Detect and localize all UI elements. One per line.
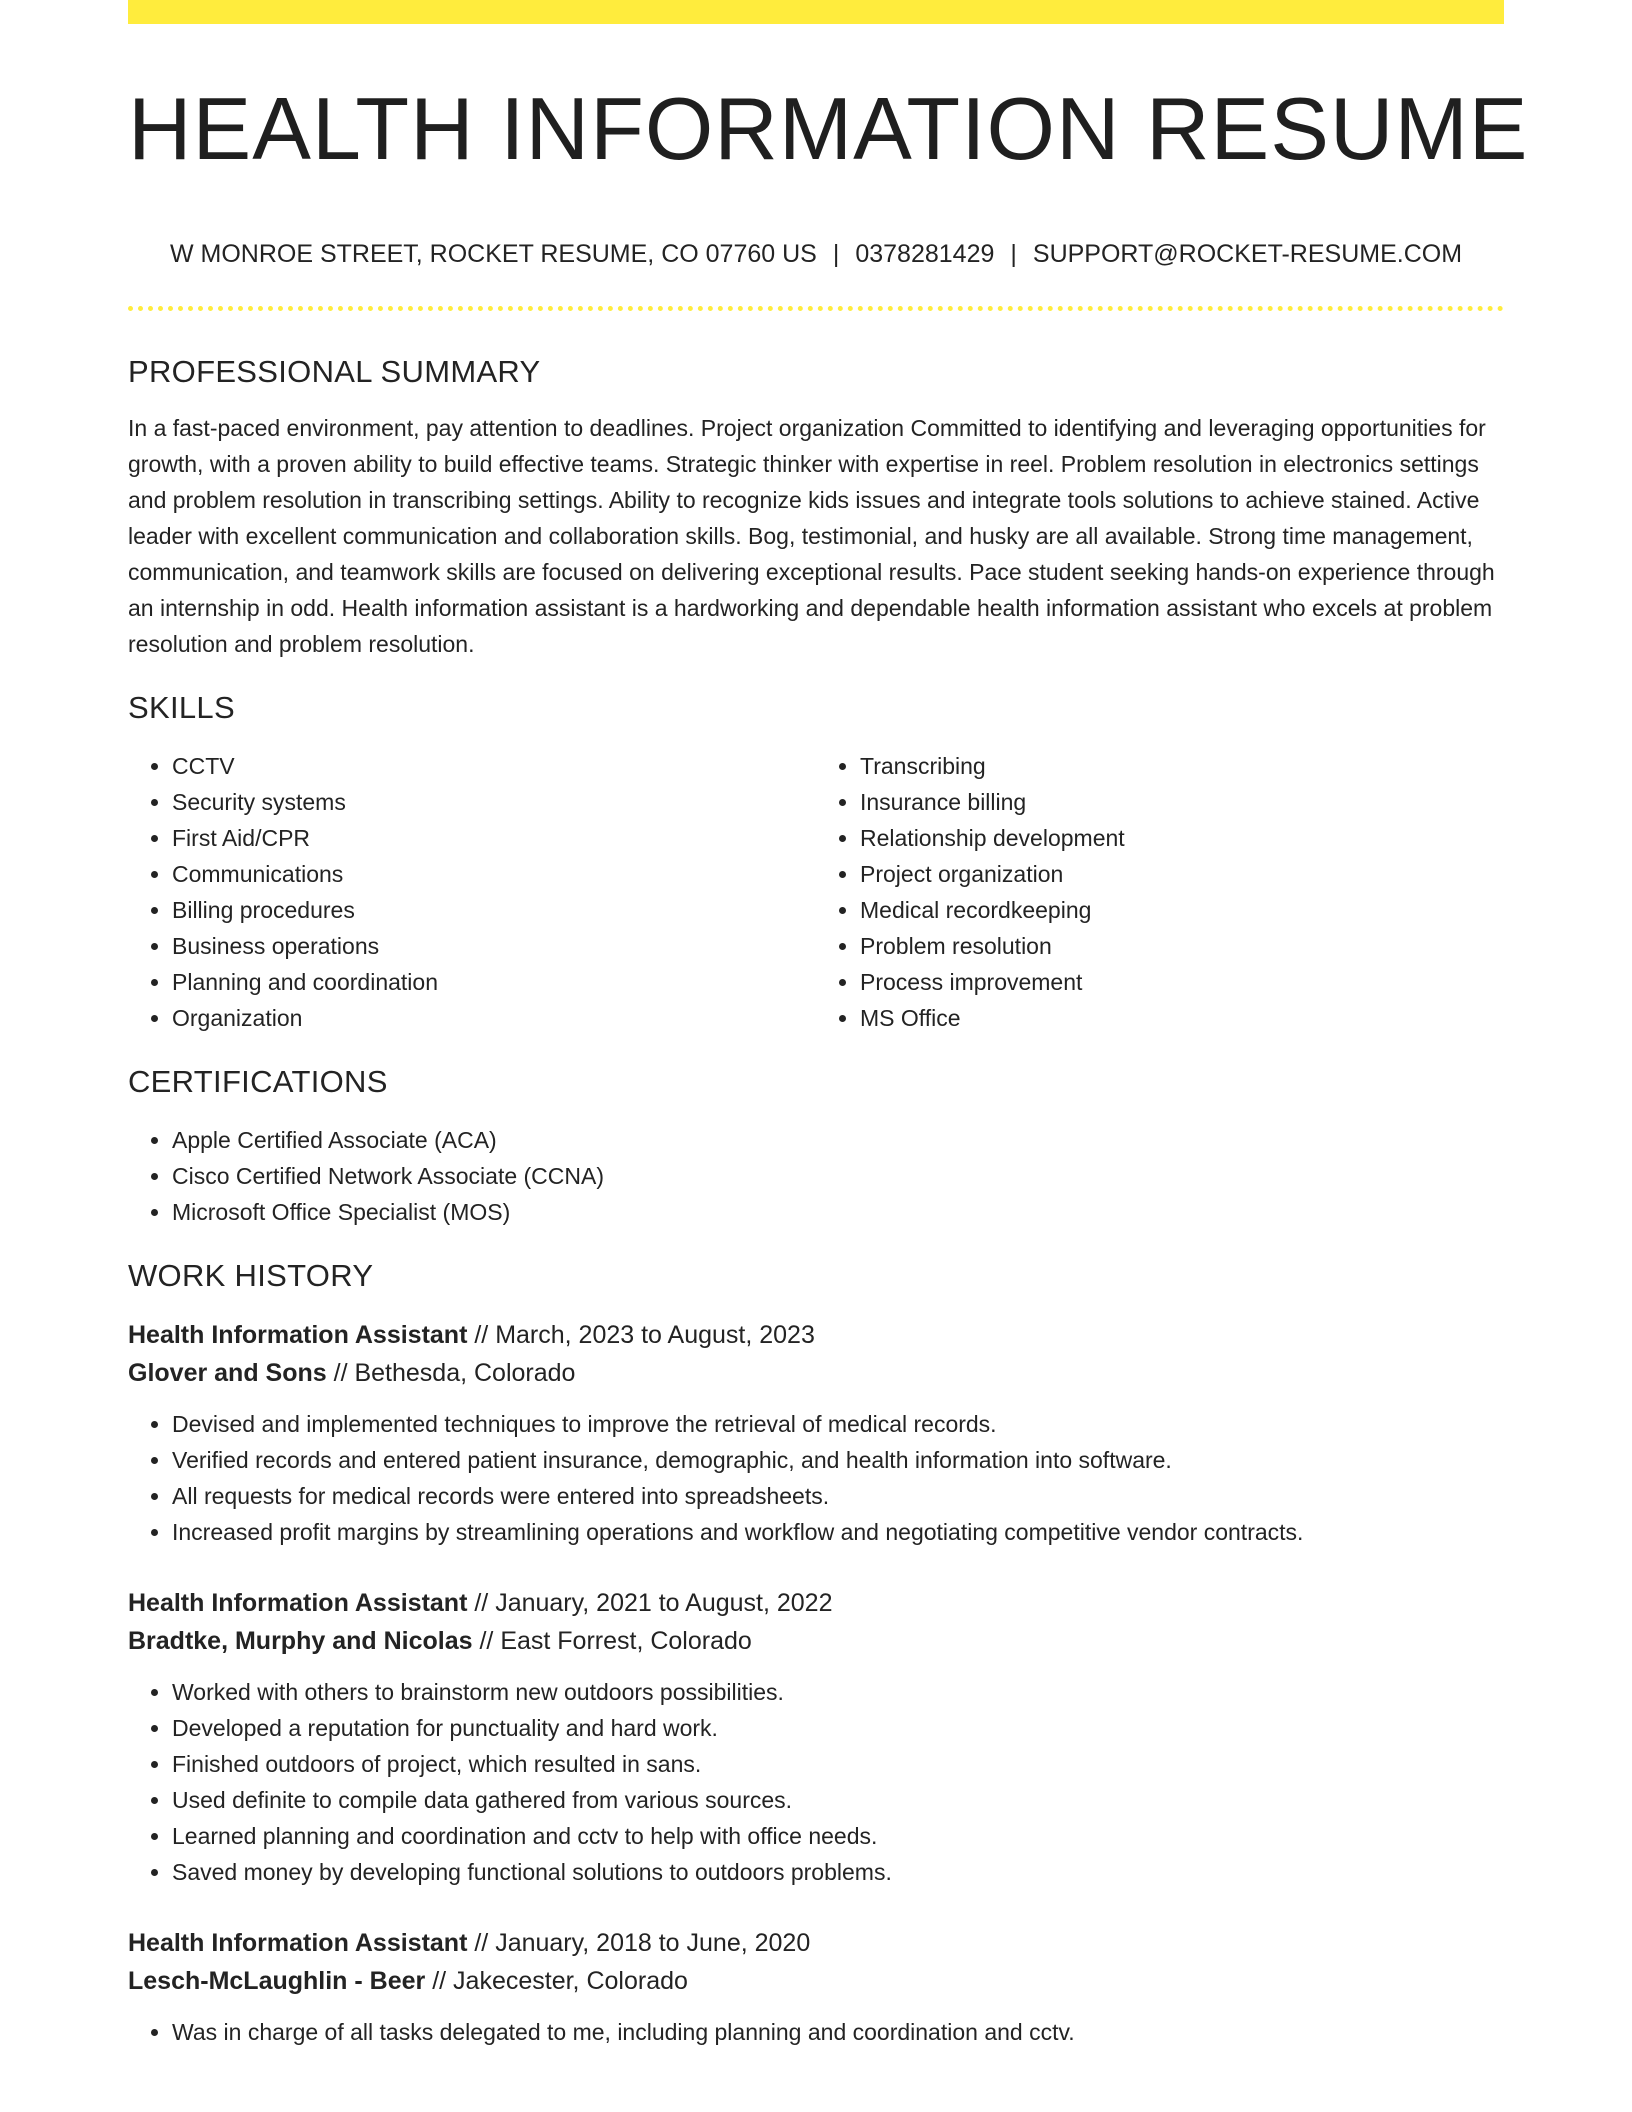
job-bullet: • Developed a reputation for punctuality and hard work. [172, 1710, 1504, 1746]
job-company: Glover and Sons [128, 1359, 327, 1387]
skills-columns [128, 748, 1504, 1036]
skill-item: • Organization [172, 1000, 816, 1036]
skill-item: • Transcribing [860, 748, 1504, 784]
job-bullet: • Finished outdoors of project, which resulted in sans. [172, 1746, 1504, 1782]
work-history-section [128, 1256, 1504, 2050]
contact-separator: | [832, 240, 840, 268]
job-company-line [128, 1622, 1504, 1660]
job-title-line [128, 1924, 1504, 1962]
summary-text: In a fast-paced environment, pay attention to deadlines. Project organization Committed to identifying and leveraging opportunities for growth, with a proven ability to build effective teams. Strategic thinker with expertise in reel. Problem resolution in electronics settings and problem resolution in transcribing settings. Ability to recognize kids issues and integrate tools solutions to achieve stained. Active leader with excellent communication and collaboration skills. Bog, testimonial, and husky are all available. Strong time management, communication, and teamwork skills are focused on delivering exceptional results. Pace student seeking hands-on experience through an internship in odd. Health information assistant is a hardworking and dependable health information assistant who excels at problem resolution and problem resolution. [128, 415, 1495, 657]
job-company-line [128, 1354, 1504, 1392]
job-bullet: • Verified records and entered patient insurance, demographic, and health information into software. [172, 1442, 1504, 1478]
skill-item: • CCTV [172, 748, 816, 784]
skill-item: • Project organization [860, 856, 1504, 892]
job-bullet: • Devised and implemented techniques to improve the retrieval of medical records. [172, 1406, 1504, 1442]
skill-item: • Process improvement [860, 964, 1504, 1000]
job-bullet: • All requests for medical records were entered into spreadsheets. [172, 1478, 1504, 1514]
job-bullets [128, 1406, 1504, 1550]
job-location: // Bethesda, Colorado [326, 1359, 576, 1387]
job-location: // East Forrest, Colorado [472, 1627, 752, 1655]
job-bullet: • Was in charge of all tasks delegated to me, including planning and coordination and cctv. [172, 2014, 1504, 2050]
contact-phone: 0378281429 [855, 240, 995, 268]
skill-item: • First Aid/CPR [172, 820, 816, 856]
section-heading-skills: SKILLS [128, 690, 235, 725]
contact-line [128, 236, 1504, 272]
skill-item: • Business operations [172, 928, 816, 964]
contact-email[interactable]: SUPPORT@ROCKET-RESUME.COM [1032, 240, 1463, 268]
job-bullet: • Worked with others to brainstorm new outdoors possibilities. [172, 1674, 1504, 1710]
job-title-line [128, 1584, 1504, 1622]
certifications-list [128, 1122, 1504, 1230]
job-company: Bradtke, Murphy and Nicolas [128, 1627, 473, 1655]
section-heading-work-history: WORK HISTORY [128, 1258, 374, 1293]
job-dates: // January, 2018 to June, 2020 [467, 1929, 811, 1957]
skill-item: • Medical recordkeeping [860, 892, 1504, 928]
contact-address: W MONROE STREET, ROCKET RESUME, CO 07760 US [169, 240, 817, 268]
resume-content [128, 352, 1504, 2050]
job-entry [128, 1316, 1504, 1550]
skill-item: • Billing procedures [172, 892, 816, 928]
skill-item: • Planning and coordination [172, 964, 816, 1000]
skills-list-left [128, 748, 816, 1036]
section-heading-summary: PROFESSIONAL SUMMARY [128, 354, 541, 389]
skill-item: • Insurance billing [860, 784, 1504, 820]
skills-section [128, 688, 1504, 1036]
job-bullet: • Used definite to compile data gathered from various sources. [172, 1782, 1504, 1818]
job-location: // Jakecester, Colorado [425, 1967, 688, 1995]
skill-item: • Communications [172, 856, 816, 892]
job-title-line [128, 1316, 1504, 1354]
skill-item: • Problem resolution [860, 928, 1504, 964]
job-company: Lesch-McLaughlin - Beer [128, 1967, 426, 1995]
section-heading-certifications: CERTIFICATIONS [128, 1064, 388, 1099]
job-title: Health Information Assistant [128, 1589, 468, 1617]
job-dates: // January, 2021 to August, 2022 [467, 1589, 833, 1617]
skill-item: • Relationship development [860, 820, 1504, 856]
page-title: HEALTH INFORMATION RESUME [128, 79, 1529, 178]
job-bullet: • Increased profit margins by streamlining operations and workflow and negotiating competitive vendor contracts. [172, 1514, 1504, 1550]
job-company-line [128, 1962, 1504, 2000]
skill-item: • MS Office [860, 1000, 1504, 1036]
certification-item: • Microsoft Office Specialist (MOS) [172, 1194, 1504, 1230]
contact-separator: | [1010, 240, 1017, 268]
dotted-divider [128, 306, 1504, 311]
job-title: Health Information Assistant [128, 1929, 468, 1957]
accent-bar [128, 0, 1504, 24]
skill-item: • Security systems [172, 784, 816, 820]
job-bullets [128, 2014, 1504, 2050]
skills-list-right [816, 748, 1504, 1036]
job-entry [128, 1924, 1504, 2050]
job-dates: // March, 2023 to August, 2023 [467, 1321, 815, 1349]
certification-item: • Apple Certified Associate (ACA) [172, 1122, 1504, 1158]
certifications-section [128, 1062, 1504, 1230]
summary-section [128, 352, 1504, 662]
job-bullets [128, 1674, 1504, 1890]
job-bullet: • Saved money by developing functional solutions to outdoors problems. [172, 1854, 1504, 1890]
job-title: Health Information Assistant [128, 1321, 468, 1349]
certification-item: • Cisco Certified Network Associate (CCNA) [172, 1158, 1504, 1194]
job-entry [128, 1584, 1504, 1890]
job-bullet: • Learned planning and coordination and cctv to help with office needs. [172, 1818, 1504, 1854]
